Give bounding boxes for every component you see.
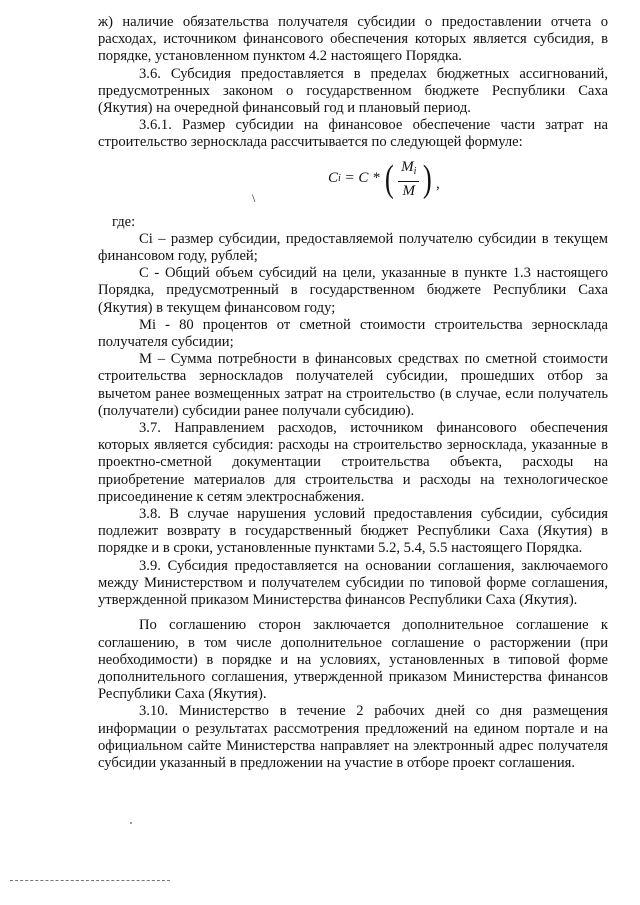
definition-mi: Mi - 80 процентов от сметной стоимости строительства зерносклада получателя субсидии; [98, 316, 608, 351]
fraction-denominator: M [402, 182, 415, 199]
paragraph-item-zh: ж) наличие обязательства получателя субсидии о предоставлении отчета о расходах, источником финансового обеспечения которых является субсидия, в порядке, установленном пунктом 4.2 настоящего Порядка. [98, 14, 608, 65]
definition-m: М – Сумма потребности в финансовых средствах по сметной стоимости строительства зерноскладов получателей субсидии, прошедших отбор за вычетом ранее возмещенных затрат на строительство (в случае, если получатель (получатели) субсидии ранее получали субсидию). [98, 351, 608, 419]
paragraph-3-6-1: 3.6.1. Размер субсидии на финансовое обеспечение части затрат на строительство зерносклада рассчитывается по следующей формуле: [98, 117, 608, 151]
left-paren: ( [385, 157, 395, 200]
paragraph-3-8: 3.8. В случае нарушения условий предоставления субсидии, субсидия подлежит возврату в государственный бюджет Республики Саха (Якутия) в порядке и в сроки, установленные пунктами 5.2, 5.4, 5.5 настоящего Порядка. [98, 506, 608, 557]
definition-ci: Сi – размер субсидии, предоставляемой получателю субсидии в текущем финансовом году, рублей; [98, 230, 608, 265]
document-page [98, 14, 608, 772]
formula-eq: = C * [340, 170, 384, 187]
fraction-numerator: $M_i$ [398, 158, 419, 182]
stray-mark: \ [252, 190, 256, 205]
definitions-label: где: [112, 213, 136, 230]
paragraph-3-7: 3.7. Направлением расходов, источником финансового обеспечения которых является субсидия: расходы на строительство зерносклада, указанные в проектно-сметной документации строительства объекта, расходы на приобретение материалов для строительства и расходы на технологическое присоединение к сетям электроснабжения. [98, 420, 608, 505]
formula-lhs-sub: i [338, 173, 341, 185]
formula-comma: , [436, 176, 440, 193]
formula-fraction [398, 158, 419, 200]
formula-lhs: C [328, 170, 339, 187]
definition-c: С - Общий объем субсидий на цели, указанные в пункте 1.3 настоящего Порядка, предусмотренный в государственном бюджете Республики Саха (Якутия) в текущем финансовом году; [98, 265, 608, 316]
paragraph-additional-agreement: По соглашению сторон заключается дополнительное соглашение к соглашению, в том числе дополнительное соглашение о расторжении (при необходимости) в порядке и на условиях, установленных в типовой форме дополнительного соглашения, утвержденной приказом Министерства финансов Республики Саха (Якутия). [98, 617, 608, 703]
footer-rule [10, 880, 170, 881]
scan-speck [130, 822, 132, 824]
subsidy-formula [98, 154, 608, 212]
right-paren: ) [423, 157, 433, 200]
paragraph-3-10: 3.10. Министерство в течение 2 рабочих дней со дня размещения информации о результатах рассмотрения предложений на едином портале и на официальном сайте Министерства направляет на электронный адрес получателя субсидии указанный в предложении на участие в отборе проект соглашения. [98, 703, 608, 771]
formula-expression [328, 154, 440, 204]
paragraph-3-9: 3.9. Субсидия предоставляется на основании соглашения, заключаемого между Министерством и получателем субсидии по типовой форме соглашения, утвержденной приказом Министерства финансов Республики Саха (Якутия). [98, 557, 608, 609]
paragraph-3-6: 3.6. Субсидия предоставляется в пределах бюджетных ассигнований, предусмотренных законом о государственном бюджете Республики Саха (Якутия) на очередной финансовый год и плановый период. [98, 65, 608, 117]
